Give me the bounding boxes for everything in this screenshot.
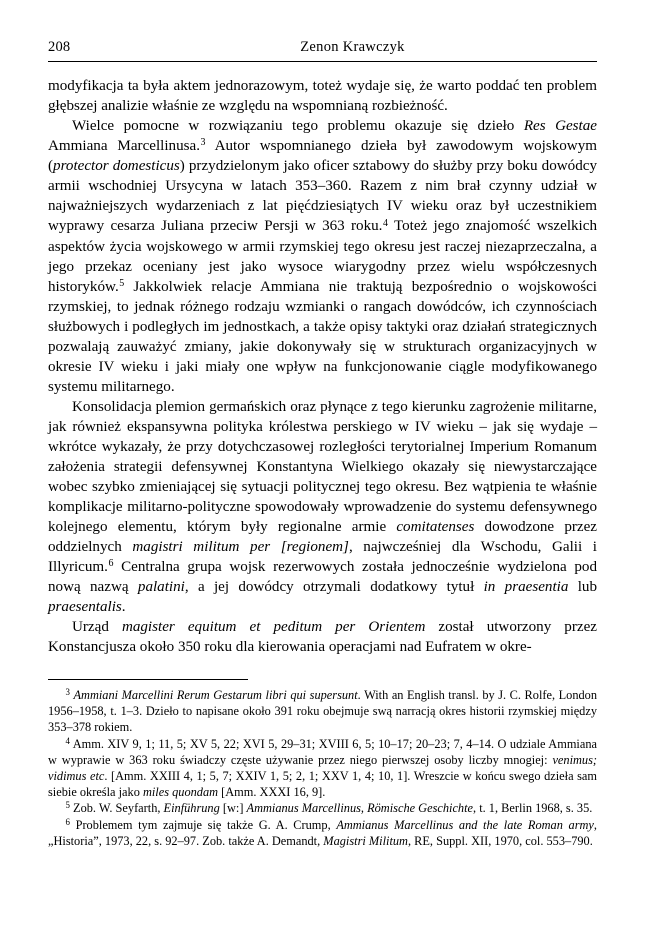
text-run: , „Historia”, 1973, 22, s. 92–97. Zob. także A. Demandt, — [48, 817, 597, 848]
text-run: Wielce pomocne w rozwiązaniu tego problemu okazuje się dzieło — [72, 118, 524, 135]
italic-run: Res Gestae — [523, 118, 597, 135]
body-paragraph — [48, 397, 597, 618]
italic-run: miles quondam — [142, 784, 219, 799]
body-paragraph — [48, 116, 597, 397]
text-run: . [Amm. XXIII 4, 1; 5, 7; XXIV 1, 5; 2, 1; XXV 1, 4; 10, 1]. Wreszcie w końcu swego dzieła sam siebie określa jako — [48, 768, 598, 799]
text-run: dowodzone przez oddzielnych — [48, 519, 597, 556]
text-run: modyfikacja ta była aktem jednorazowym, toteż wydaje się, że warto poddać ten problem głębszej analizie właśnie ze względu na wspomnianą rozbieżność. — [48, 78, 597, 115]
page-number: 208 — [48, 39, 71, 55]
footnote-item — [48, 800, 597, 816]
footnote-reference: 4 — [382, 217, 388, 229]
page-content — [48, 38, 597, 849]
text-run: Toteż jego znajomość wszelkich aspektów życia wojskowego w armii rzymskiej tego okresu jest raczej niezaprzeczalna, a jego przekaz oceniany jest jako wysoce wiarygodny przez wielu współczesnych historyków. — [48, 218, 598, 295]
running-title: Zenon Krawczyk — [300, 39, 405, 55]
text-run: Centralna grupa wojsk rezerwowych została jednocześnie wydzielona pod nową nazwą — [48, 559, 597, 596]
italic-run: palatini — [137, 579, 185, 596]
italic-run: comitatenses — [396, 519, 475, 536]
text-run: [Amm. XXXI 16, 9]. — [218, 784, 326, 799]
footnotes-block — [48, 687, 597, 849]
text-run: , a jej dowódcy otrzymali dodatkowy tytuł — [184, 579, 484, 596]
footnote-separator — [48, 679, 597, 680]
text-run: Urząd — [72, 619, 122, 636]
footnote-reference: 6 — [108, 558, 114, 570]
italic-run: Ammiani Marcellini Rerum Gestarum libri qui supersunt — [73, 688, 358, 703]
italic-run: protector domesticus — [53, 158, 180, 175]
italic-run: Ammianus Marcellinus, Römische Geschichte — [246, 801, 474, 816]
italic-run: Magistri Militum — [323, 833, 408, 848]
italic-run: magister equitum et peditum per Orientem — [121, 619, 426, 636]
italic-run: in praesentia — [483, 579, 569, 596]
text-run: [w:] — [219, 801, 247, 816]
text-run: . With an English transl. by J. C. Rolfe, London 1956–1958, t. 1–3. Dzieło to napisane około 391 roku obejmuje swą narracją okres historii rzymskiej między 353–378 rokiem. — [48, 688, 598, 735]
footnote-reference: 3 — [200, 137, 206, 149]
running-head — [48, 38, 597, 60]
footnote-marker: 5 — [65, 800, 70, 811]
text-run: , najwcześniej dla Wschodu, Galii i Illyricum. — [48, 539, 597, 576]
italic-run: Ammianus Marcellinus and the late Roman army — [336, 817, 594, 832]
text-run: . — [121, 599, 126, 616]
text-run: lub — [568, 579, 597, 596]
header-rule — [48, 61, 597, 62]
body-paragraph — [48, 617, 597, 657]
footnote-item — [48, 817, 597, 849]
footnote-marker: 6 — [65, 816, 70, 827]
body-text — [48, 76, 597, 657]
text-run: Amm. XIV 9, 1; 11, 5; XV 5, 22; XVI 5, 29–31; XVIII 6, 5; 10–17; 20–23; 7, 4–14. O udziale Ammiana w wyprawie w 363 roku świadczy częste używanie przez niego pierwszej osoby liczby mnogiej: — [48, 736, 597, 767]
italic-run: praesentalis — [48, 599, 122, 616]
footnote-item — [48, 687, 597, 735]
text-run: Jakkolwiek relacje Ammiana nie traktują bezpośrednio o wojskowości rzymskiej, to jednak różnego rodzaju wzmianki o rangach dowódców, ich czynnościach służbowych i podległych im jednostkach, a także opisy taktyki oraz działań strategicznych pozwalają zauważyć zmiany, jakie dokonywały się w strukturach organizacyjnych w okresie IV wieku i jaki miały one wpływ na funkcjonowanie ciągle modyfikowanego systemu militarnego. — [48, 278, 597, 395]
text-run: Zob. W. Seyfarth, — [73, 801, 164, 816]
italic-run: Einführung — [163, 801, 220, 816]
body-paragraph — [48, 76, 597, 116]
text-run: , t. 1, Berlin 1968, s. 35. — [473, 801, 593, 816]
text-run: został utworzony przez Konstancjusza około 350 roku dla kierowania operacjami nad Eufratem w okre- — [48, 619, 597, 656]
footnote-item — [48, 736, 597, 800]
footnote-marker: 4 — [65, 735, 70, 746]
text-run: Konsolidacja plemion germańskich oraz płynące z tego kierunku zagrożenie militarne, jak również ekspansywna polityka królestwa perskiego w IV wieku – jak się wydaje – wkrótce wykazały, że przy dotychczasowej rozległości terytorialnej Imperium Romanum założenia strategii defensywnej Konstantyna Wielkiego okazały się niewystarczające wobec szybko zmieniającej się sytuacji politycznej tego okresu. Bez wątpienia te właśnie komplikacje militarno-polityczne spowodowały wprowadzenie do systemu defensywnego kolejnego elementu, którym były regionalne armie — [48, 398, 597, 536]
italic-run: magistri militum per [regionem] — [132, 539, 349, 556]
footnote-marker: 3 — [65, 687, 70, 698]
text-run: Problemem tym zajmuje się także G. A. Crump, — [75, 817, 337, 832]
text-run: Autor wspomnianego dzieła był zawodowym wojskowym ( — [48, 138, 597, 175]
text-run: Ammiana Marcellinusa. — [48, 138, 201, 155]
text-run: , RE, Suppl. XII, 1970, col. 553–790. — [407, 833, 593, 848]
footnote-reference: 5 — [119, 277, 125, 289]
text-run: ) przydzielonym jako oficer sztabowy do służby przy boku dowódcy armii wschodniej Ursycyna w latach 353–360. Razem z nim brał czynny udział w najważniejszych wydarzeniach z lat pięćdziesiątych IV wieku oraz był uczestnikiem wyprawy cesarza Juliana przeciw Persji w 363 roku. — [48, 158, 597, 235]
italic-run: venimus; vidimus etc — [48, 752, 597, 783]
